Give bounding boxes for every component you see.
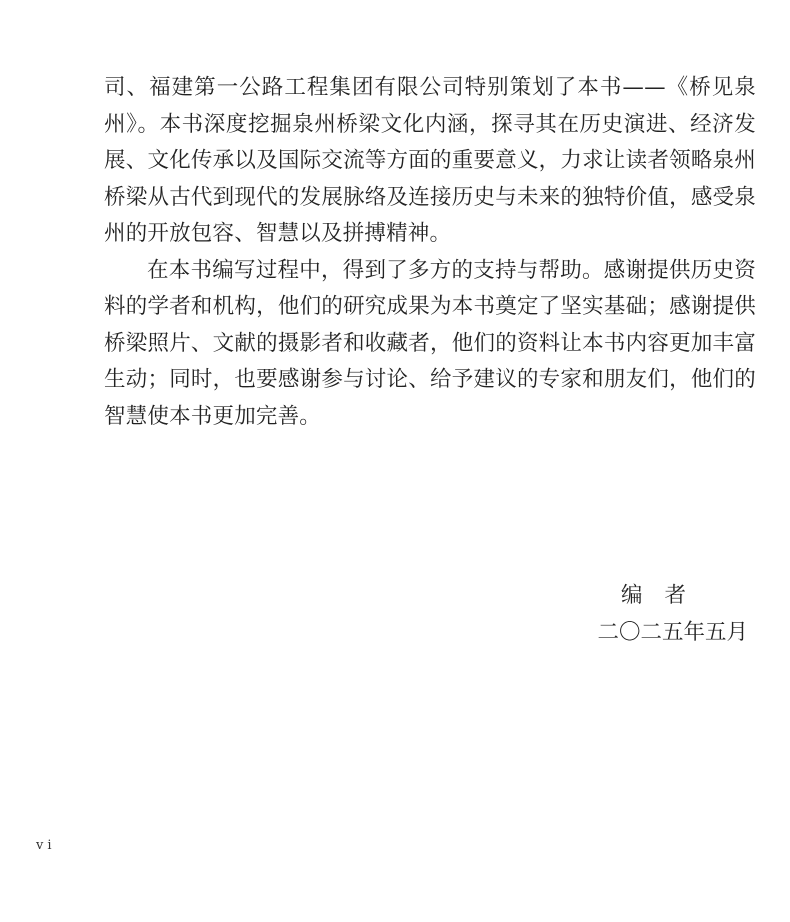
paragraph-continued: 司、福建第一公路工程集团有限公司特别策划了本书——《桥见泉州》。本书深度挖掘泉州桥梁文化内涵，探寻其在历史演进、经济发展、文化传承以及国际交流等方面的重要意义，力求让读者领略泉州桥梁从古代到现代的发展脉络及连接历史与未来的独特价值，感受泉州的开放包容、智慧以及拼搏精神。 — [104, 75, 756, 246]
paragraph-acknowledgements: 在本书编写过程中，得到了多方的支持与帮助。感谢提供历史资料的学者和机构，他们的研究成果为本书奠定了坚实基础；感谢提供桥梁照片、文献的摄影者和收藏者，他们的资料让本书内容更加丰富生动；同时，也要感谢参与讨论、给予建议的专家和朋友们，他们的智慧使本书更加完善。 — [104, 257, 756, 429]
signature-author: 编者 — [620, 583, 708, 608]
page-number: vi — [36, 838, 56, 853]
body-text — [104, 70, 756, 435]
signature-block — [597, 578, 748, 651]
signature-date: 二〇二五年五月 — [597, 619, 748, 645]
